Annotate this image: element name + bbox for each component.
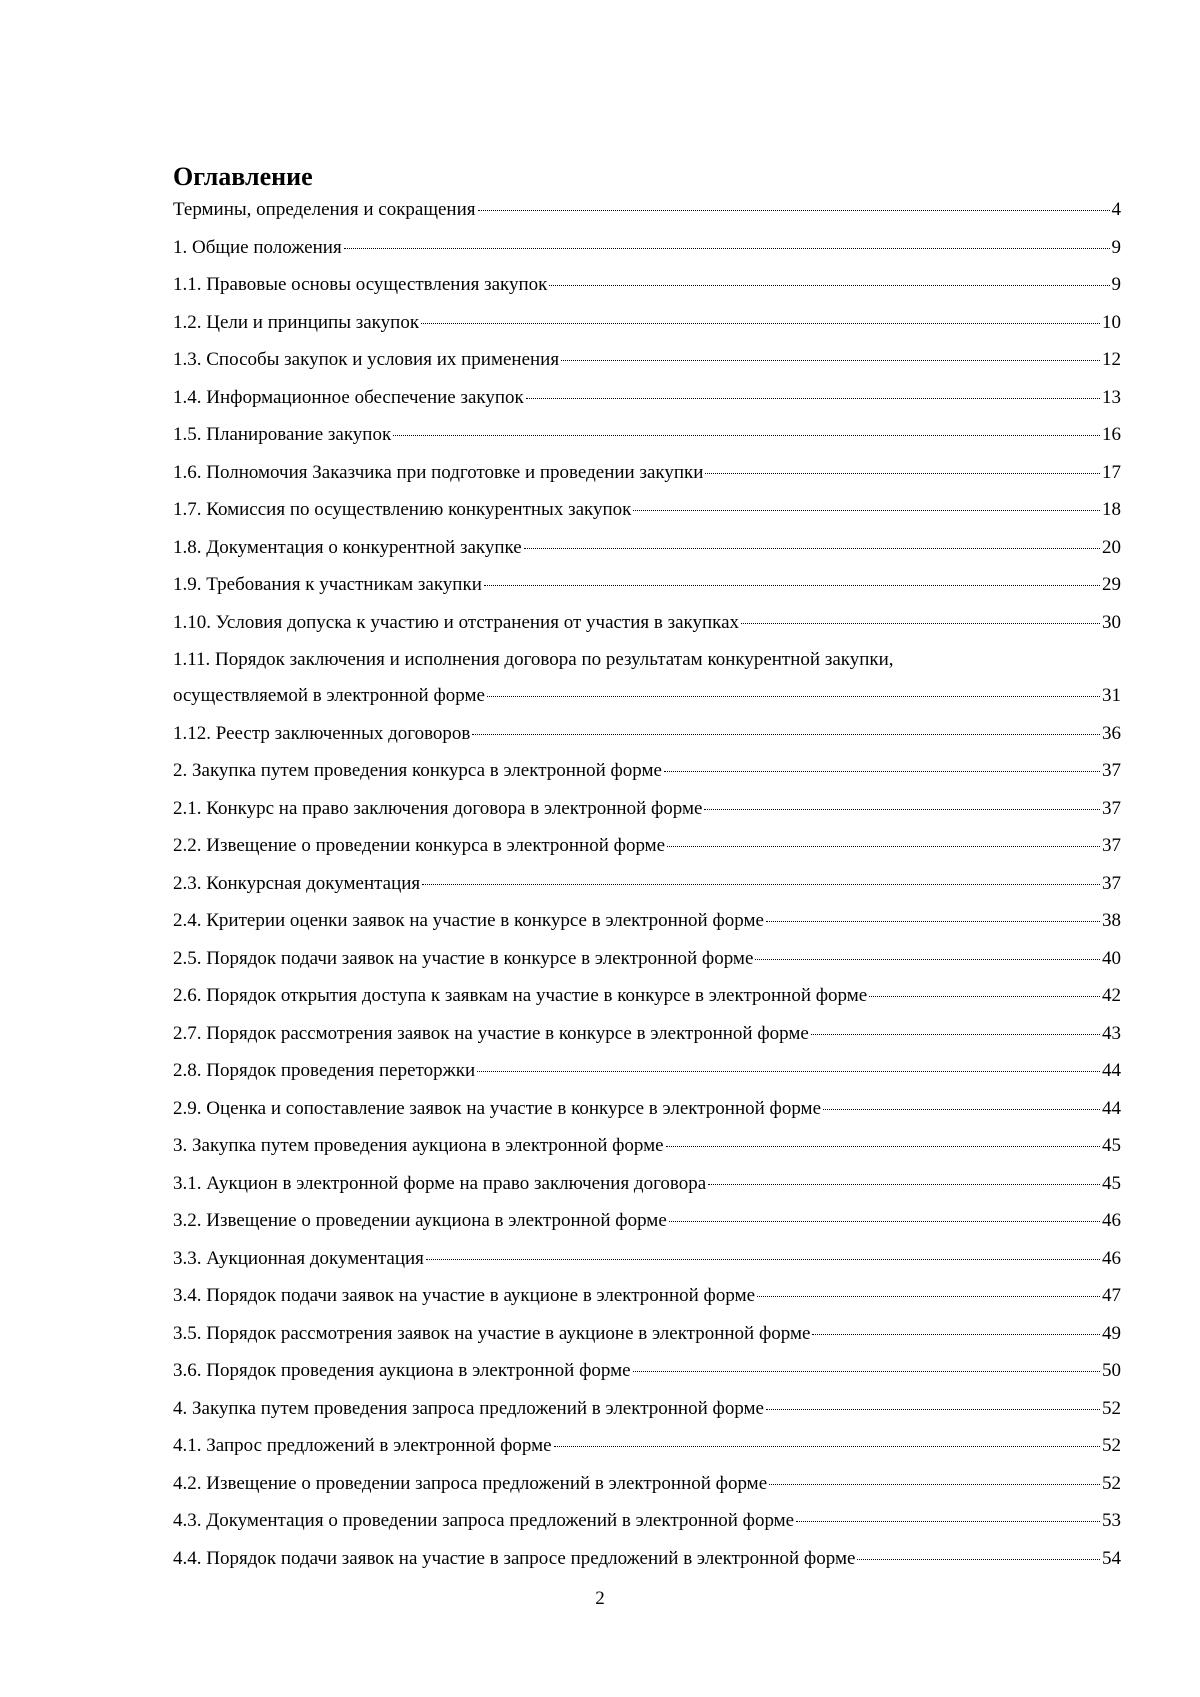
- toc-dot-leader: [484, 585, 1100, 586]
- toc-entry-label: 2.1. Конкурс на право заключения договора в электронной форме: [173, 797, 703, 819]
- toc-entry-label: 3.2. Извещение о проведении аукциона в электронной форме: [173, 1210, 667, 1231]
- toc-entry-label: 3.3. Аукционная документация: [173, 1247, 424, 1269]
- toc-entry-page: 30: [1102, 611, 1121, 633]
- toc-dot-leader: [769, 1484, 1100, 1485]
- toc-entry-page: 38: [1102, 910, 1121, 931]
- toc-entry-label: 3.1. Аукцион в электронной форме на право заключения договора: [173, 1172, 707, 1194]
- toc-entry-page: 52: [1102, 1435, 1121, 1456]
- toc-entry[interactable]: [173, 423, 1121, 447]
- toc-dot-leader: [796, 1521, 1100, 1522]
- toc-entry-page: 47: [1102, 1285, 1121, 1306]
- toc-entry[interactable]: [173, 872, 1121, 896]
- toc-entry-page: 9: [1111, 236, 1121, 258]
- toc-entry-label: 2.9. Оценка и сопоставление заявок на участие в конкурсе в электронной форме: [173, 1097, 822, 1119]
- toc-dot-leader: [344, 248, 1110, 249]
- toc-entry-label: 3.5. Порядок рассмотрения заявок на участие в аукционе в электронной форме: [173, 1322, 811, 1344]
- toc-entry-label: 1.5. Планирование закупок: [173, 424, 392, 445]
- toc-dot-leader: [755, 959, 1100, 960]
- toc-dot-leader: [812, 1334, 1100, 1335]
- toc-dot-leader: [704, 809, 1100, 810]
- toc-entry[interactable]: [173, 348, 1121, 372]
- toc-dot-leader: [708, 1184, 1100, 1185]
- toc-entry-page: 20: [1102, 536, 1121, 558]
- toc-dot-leader: [823, 1109, 1100, 1110]
- toc-entry-label: Термины, определения и сокращения: [173, 199, 476, 220]
- toc-dot-leader: [705, 473, 1100, 474]
- toc-entry-page: 44: [1102, 1097, 1121, 1119]
- toc-entry-label: 4.2. Извещение о проведении запроса предложений в электронной форме: [173, 1472, 768, 1494]
- toc-entry-page: 45: [1102, 1172, 1121, 1194]
- toc-entry[interactable]: [173, 611, 1121, 635]
- toc-entry-page: 18: [1102, 499, 1121, 520]
- toc-entry-page: 52: [1102, 1397, 1121, 1419]
- toc-entry-page: 37: [1102, 835, 1121, 856]
- toc-dot-leader: [869, 996, 1100, 997]
- toc-entry[interactable]: [173, 311, 1121, 335]
- toc-entry-page: 36: [1102, 722, 1121, 744]
- toc-entry-continuation: [173, 684, 1121, 708]
- toc-entry[interactable]: [173, 273, 1121, 297]
- toc-entry-label: 3.6. Порядок проведения аукциона в электронной форме: [173, 1360, 631, 1381]
- toc-entry[interactable]: [173, 1472, 1121, 1496]
- toc-dot-leader: [666, 1146, 1100, 1147]
- toc-entry-label: 2.2. Извещение о проведении конкурса в электронной форме: [173, 835, 666, 856]
- toc-entry-label: 4.4. Порядок подачи заявок на участие в запросе предложений в электронной форме: [173, 1547, 856, 1569]
- toc-dot-leader: [664, 771, 1100, 772]
- toc-entry-label: 1.7. Комиссия по осуществлению конкурентных закупок: [173, 499, 632, 520]
- toc-entry-page: 37: [1102, 872, 1121, 894]
- toc-entry-page: 46: [1102, 1247, 1121, 1269]
- toc-entry[interactable]: [173, 536, 1121, 560]
- toc-dot-leader: [741, 623, 1100, 624]
- toc-entry[interactable]: [173, 1509, 1121, 1533]
- toc-entry-page: 4: [1111, 199, 1121, 220]
- toc-dot-leader: [526, 398, 1100, 399]
- toc-entry[interactable]: [173, 1172, 1121, 1196]
- toc-dot-leader: [811, 1034, 1100, 1035]
- toc-entry-page: 12: [1102, 349, 1121, 370]
- toc-entry-label: 2.7. Порядок рассмотрения заявок на участие в конкурсе в электронной форме: [173, 1022, 809, 1044]
- toc-entry-label: 1.11. Порядок заключения и исполнения договора по результатам конкурентной закупки,: [173, 649, 894, 670]
- toc-dot-leader: [487, 696, 1100, 697]
- toc-entry[interactable]: [173, 1247, 1121, 1271]
- table-of-contents: [173, 198, 1121, 1584]
- toc-dot-leader: [633, 510, 1100, 511]
- toc-dot-leader: [422, 884, 1100, 885]
- toc-entry-page: 46: [1102, 1210, 1121, 1231]
- toc-entry[interactable]: [173, 797, 1121, 821]
- toc-entry-label-continued: осуществляемой в электронной форме: [173, 685, 485, 706]
- toc-entry[interactable]: [173, 1022, 1121, 1046]
- toc-entry-page: 29: [1102, 574, 1121, 595]
- toc-entry[interactable]: [173, 722, 1121, 746]
- toc-entry-page: 49: [1102, 1322, 1121, 1344]
- toc-dot-leader: [757, 1296, 1100, 1297]
- toc-dot-leader: [766, 921, 1100, 922]
- toc-entry[interactable]: [173, 1059, 1121, 1083]
- toc-entry-label: 1.8. Документация о конкурентной закупке: [173, 536, 522, 558]
- toc-entry-page: 42: [1102, 985, 1121, 1006]
- toc-dot-leader: [421, 323, 1100, 324]
- toc-entry-page: 9: [1111, 274, 1121, 295]
- toc-entry-page: 31: [1102, 685, 1121, 706]
- toc-entry-label: 1.4. Информационное обеспечение закупок: [173, 386, 524, 408]
- toc-entry-label: 1.12. Реестр заключенных договоров: [173, 722, 471, 744]
- toc-entry-page: 13: [1102, 386, 1121, 408]
- toc-entry-label: 2.5. Порядок подачи заявок на участие в конкурсе в электронной форме: [173, 947, 754, 969]
- toc-entry-page: 43: [1102, 1022, 1121, 1044]
- toc-entry[interactable]: [173, 461, 1121, 485]
- toc-entry[interactable]: [173, 386, 1121, 410]
- toc-entry-label: 2.4. Критерии оценки заявок на участие в конкурсе в электронной форме: [173, 910, 764, 931]
- toc-entry[interactable]: [173, 909, 1121, 933]
- toc-entry-label: 2.6. Порядок открытия доступа к заявкам на участие в конкурсе в электронной форме: [173, 985, 868, 1006]
- toc-dot-leader: [472, 734, 1100, 735]
- toc-entry[interactable]: [173, 648, 1121, 708]
- toc-entry-label: 1.3. Способы закупок и условия их применения: [173, 349, 560, 370]
- toc-entry[interactable]: [173, 1209, 1121, 1233]
- toc-entry-label: 2. Закупка путем проведения конкурса в электронной форме: [173, 760, 662, 781]
- toc-entry-page: 37: [1102, 760, 1121, 781]
- toc-entry[interactable]: [173, 759, 1121, 783]
- toc-entry-label: 4. Закупка путем проведения запроса предложений в электронной форме: [173, 1397, 764, 1419]
- toc-entry[interactable]: [173, 1397, 1121, 1421]
- toc-entry[interactable]: [173, 573, 1121, 597]
- toc-dot-leader: [766, 1409, 1100, 1410]
- toc-entry[interactable]: [173, 1434, 1121, 1458]
- toc-entry-label: 4.3. Документация о проведении запроса предложений в электронной форме: [173, 1510, 795, 1531]
- toc-dot-leader: [857, 1559, 1100, 1560]
- toc-dot-leader: [633, 1371, 1100, 1372]
- toc-dot-leader: [478, 210, 1110, 211]
- toc-entry[interactable]: [173, 947, 1121, 971]
- toc-dot-leader: [549, 285, 1109, 286]
- toc-entry-page: 44: [1102, 1060, 1121, 1081]
- page-number: 2: [595, 1588, 605, 1609]
- toc-entry[interactable]: [173, 236, 1121, 260]
- toc-entry-page: 53: [1102, 1510, 1121, 1531]
- toc-dot-leader: [524, 548, 1100, 549]
- toc-entry-label: 3.4. Порядок подачи заявок на участие в аукционе в электронной форме: [173, 1285, 756, 1306]
- toc-entry-label: 1.2. Цели и принципы закупок: [173, 311, 420, 333]
- toc-entry-page: 10: [1102, 311, 1121, 333]
- toc-entry-label: 1.10. Условия допуска к участию и отстранения от участия в закупках: [173, 611, 740, 633]
- toc-entry[interactable]: [173, 1322, 1121, 1346]
- toc-entry[interactable]: [173, 1284, 1121, 1308]
- toc-entry-label: 2.3. Конкурсная документация: [173, 872, 421, 894]
- toc-entry-label: 2.8. Порядок проведения переторжки: [173, 1060, 476, 1081]
- toc-entry-page: 50: [1102, 1360, 1121, 1381]
- toc-dot-leader: [554, 1446, 1100, 1447]
- toc-entry-page: 54: [1102, 1547, 1121, 1569]
- toc-entry-label: 1. Общие положения: [173, 236, 342, 258]
- toc-entry[interactable]: [173, 1547, 1121, 1571]
- toc-entry-label: 4.1. Запрос предложений в электронной форме: [173, 1435, 552, 1456]
- toc-entry[interactable]: [173, 1097, 1121, 1121]
- toc-entry-page: 17: [1102, 461, 1121, 483]
- toc-entry[interactable]: [173, 984, 1121, 1008]
- toc-entry[interactable]: [173, 1134, 1121, 1158]
- toc-title: Оглавление: [173, 162, 313, 191]
- toc-entry[interactable]: [173, 198, 1121, 222]
- toc-dot-leader: [669, 1221, 1100, 1222]
- toc-entry[interactable]: [173, 1359, 1121, 1383]
- toc-entry[interactable]: [173, 834, 1121, 858]
- toc-dot-leader: [393, 435, 1100, 436]
- toc-entry-page: 40: [1102, 947, 1121, 969]
- toc-entry-page: 45: [1102, 1135, 1121, 1156]
- toc-dot-leader: [667, 846, 1100, 847]
- toc-entry-label: 3. Закупка путем проведения аукциона в электронной форме: [173, 1135, 664, 1156]
- toc-dot-leader: [477, 1071, 1100, 1072]
- toc-dot-leader: [426, 1259, 1100, 1260]
- toc-entry-page: 37: [1102, 797, 1121, 819]
- toc-entry-label: 1.1. Правовые основы осуществления закупок: [173, 274, 548, 295]
- toc-entry-label: 1.9. Требования к участникам закупки: [173, 574, 482, 595]
- toc-entry-page: 16: [1102, 424, 1121, 445]
- toc-entry-label: 1.6. Полномочия Заказчика при подготовке и проведении закупки: [173, 461, 704, 483]
- toc-dot-leader: [561, 360, 1100, 361]
- toc-entry-page: 52: [1102, 1472, 1121, 1494]
- toc-entry[interactable]: [173, 498, 1121, 522]
